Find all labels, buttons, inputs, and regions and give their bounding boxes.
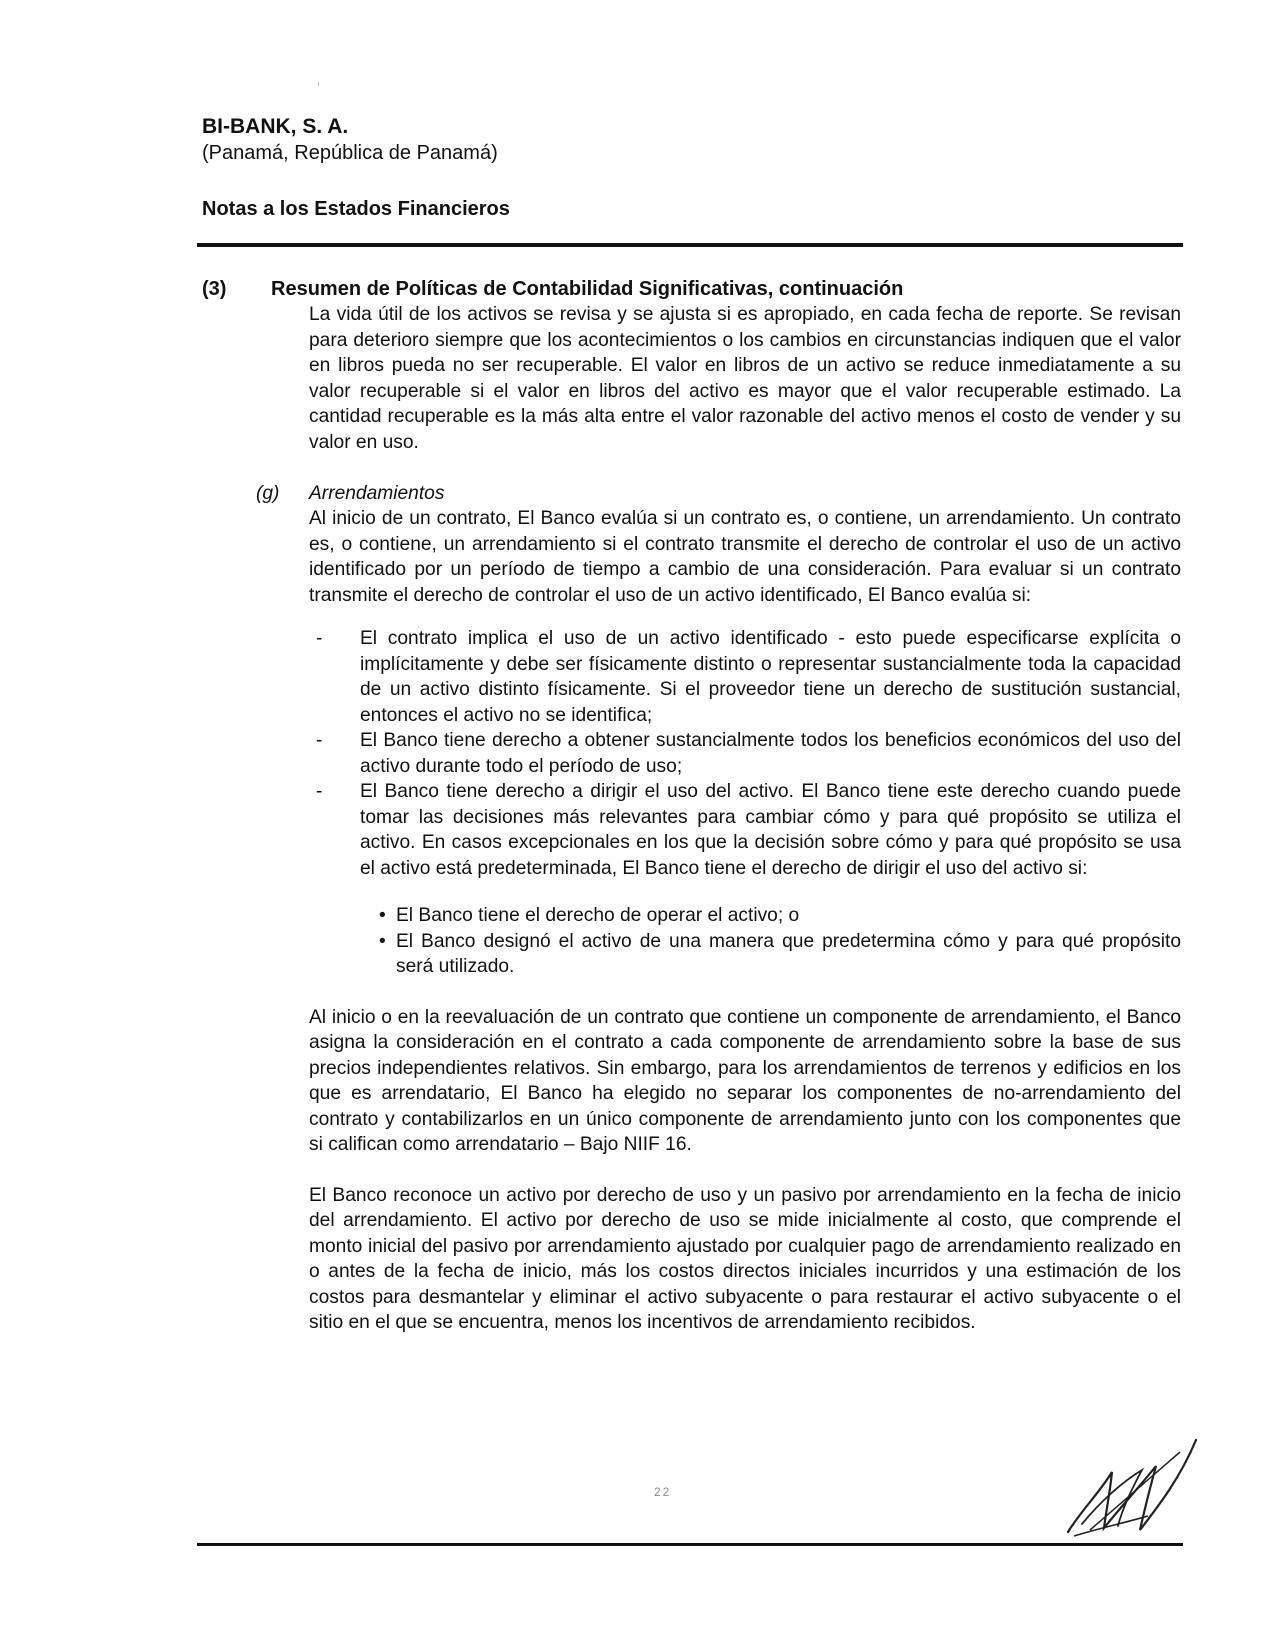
leases-paragraph-3: El Banco reconoce un activo por derecho de uso y un pasivo por arrendamiento en la fecha de inicio del arrendamiento. El activo por derecho de uso se mide inicialmente al costo, que comprende el monto inicial del pasivo por arrendamiento ajustado por cualquier pago de arrendamiento realizado en o antes de la fecha de inicio, más los costos directos iniciales incurridos y una estimación de los costos para desmantelar y eliminar el activo subyacente o para restaurar el activo subyacente o el sitio en el que se encuentra, menos los incentivos de arrendamiento recibidos.: [309, 1184, 1181, 1333]
leases-paragraph-1: Al inicio de un contrato, El Banco evalúa si un contrato es, o contiene, un arrendamiento. Un contrato es, o contiene, un arrendamiento si el contrato transmite el derecho de controlar el uso de un activo identificado por un período de tiempo a cambio de una consideración. Para evaluar si un contrato transmite el derecho de controlar el uso de un activo identificado, El Banco evalúa si:: [309, 508, 1181, 606]
bottom-divider: [197, 1543, 1183, 1546]
document-body: [202, 277, 1182, 1336]
company-location: (Panamá, República de Panamá): [202, 142, 498, 164]
subsection-heading: [202, 481, 1182, 506]
company-name: BI-BANK, S. A.: [202, 115, 349, 138]
handwritten-signature-icon: [1060, 1432, 1200, 1542]
bullet-marker: •: [379, 905, 386, 926]
subsection-title: Arrendamientos: [309, 483, 445, 504]
dash-marker: -: [316, 781, 323, 802]
document-header: [202, 114, 1162, 222]
list-item-text: El Banco tiene el derecho de operar el activo; o: [396, 905, 800, 926]
list-item-text: El Banco tiene derecho a obtener sustancialmente todos los beneficios económicos del uso del activo durante todo el período de uso;: [360, 730, 1181, 777]
list-item: [316, 626, 1181, 728]
scan-speck: [318, 82, 319, 86]
sub-criteria-list: [202, 903, 1182, 980]
intro-paragraph: La vida útil de los activos se revisa y se ajusta si es apropiado, en cada fecha de reporte. Se revisan para deterioro siempre que los acontecimientos o los cambios en circunstancias indiquen que el valor en libros pueda no ser recuperable. El valor en libros de un activo se reduce inmediatamente a su valor recuperable si el valor en libros del activo es mayor que el valor recuperable estimado. La cantidad recuperable es la más alta entre el valor razonable del activo menos el costo de vender y su valor en uso.: [309, 304, 1181, 453]
list-item-text: El contrato implica el uso de un activo identificado - esto puede especificarse explícita o implícitamente y debe ser físicamente distinto o representar sustancialmente toda la capacidad de un activo distinto físicamente. Si el proveedor tiene un derecho de sustitución sustancial, entonces el activo no se identifica;: [360, 628, 1181, 726]
top-divider: [197, 243, 1183, 247]
subsection-letter: (g): [256, 483, 280, 504]
page-number: 22: [654, 1485, 672, 1499]
bullet-marker: •: [379, 930, 386, 952]
list-item: [316, 728, 1181, 779]
leases-paragraph-2: Al inicio o en la reevaluación de un contrato que contiene un componente de arrendamiento, el Banco asigna la consideración en el contrato a cada componente de arrendamiento sobre la base de sus precios independientes relativos. Sin embargo, para los arrendamientos de terrenos y edificios en los que es arrendatario, El Banco ha elegido no separar los componentes de no-arrendamiento del contrato y contabilizarlos en un único componente de arrendamiento junto con los componentes que si califican como arrendatario – Bajo NIIF 16.: [309, 1006, 1181, 1155]
list-item-text: El Banco tiene derecho a dirigir el uso del activo. El Banco tiene este derecho cuando puede tomar las decisiones más relevantes para cambiar cómo y para qué propósito se utiliza el activo. En casos excepcionales en los que la decisión sobre cómo y para qué propósito se usa el activo está predeterminada, El Banco tiene el derecho de dirigir el uso del activo si:: [360, 781, 1181, 879]
section-title: Resumen de Políticas de Contabilidad Significativas, continuación: [271, 278, 904, 300]
dash-marker: -: [316, 628, 323, 649]
criteria-list: [202, 626, 1182, 881]
document-title: Notas a los Estados Financieros: [202, 198, 510, 220]
list-item-text: El Banco designó el activo de una manera que predetermina cómo y para qué propósito será utilizado.: [396, 930, 1181, 977]
list-item: [379, 903, 1181, 929]
section-number: (3): [202, 278, 227, 300]
list-item: [379, 929, 1181, 980]
dash-marker: -: [316, 730, 323, 751]
list-item: [316, 779, 1181, 881]
